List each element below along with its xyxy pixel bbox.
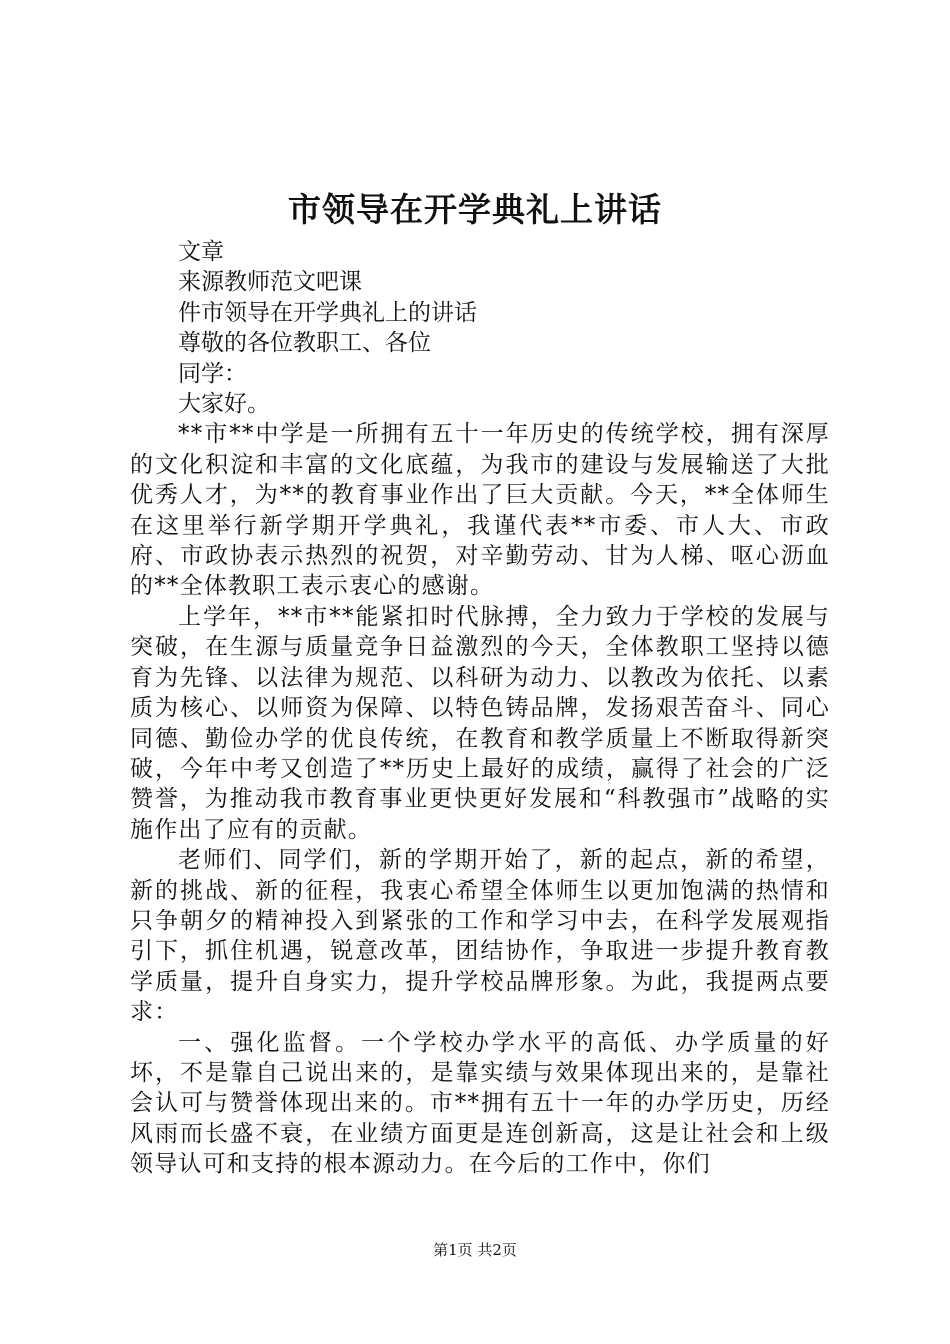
body-paragraph: 老师们、同学们，新的学期开始了，新的起点，新的希望，新的挑战、新的征程，我衷心希望全体师生以更加饱满的热情和只争朝夕的精神投入到紧张的工作和学习中去，在科学发展观指引下，抓住机遇，锐意改革，团结协作，争取进一步提升教育教学质量，提升自身实力，提升学校品牌形象。为此，我提两点要求： [130, 847, 830, 1026]
header-line: 尊敬的各位教职工、各位 [178, 330, 431, 357]
document-title: 市领导在开学典礼上讲话 [288, 190, 662, 229]
document-body [130, 237, 830, 1180]
body-paragraph: **市**中学是一所拥有五十一年历史的传统学校，拥有深厚的文化积淀和丰富的文化底蕴，为我市的建设与发展输送了大批优秀人才，为**的教育事业作出了巨大贡献。今天，**全体师生在这里举行新学期开学典礼，我谨代表**市委、市人大、市政府、市政协表示热烈的祝贺，对辛勤劳动、甘为人梯、呕心沥血的**全体教职工表示衷心的感谢。 [130, 421, 830, 600]
header-line: 同学： [178, 360, 247, 387]
page-number-footer: 第1页 共2页 [433, 1241, 517, 1259]
header-line: 件市领导在开学典礼上的讲话 [178, 299, 477, 326]
body-paragraph: 一、强化监督。一个学校办学水平的高低、办学质量的好坏，不是靠自己说出来的，是靠实绩与效果体现出来的，是靠社会认可与赞誉体现出来的。市**拥有五十一年的办学历史，历经风雨而长盛不衰，在业绩方面更是连创新高，这是让社会和上级领导认可和支持的根本源动力。在今后的工作中，你们 [130, 1029, 830, 1178]
header-line: 来源教师范文吧课 [178, 269, 362, 296]
body-paragraph: 上学年，**市**能紧扣时代脉搏，全力致力于学校的发展与突破，在生源与质量竞争日益激烈的今天，全体教职工坚持以德育为先锋、以法律为规范、以科研为动力、以教改为依托、以素质为核心、以师资为保障、以特色铸品牌，发扬艰苦奋斗、同心同德、勤俭办学的优良传统，在教育和教学质量上不断取得新突破，今年中考又创造了**历史上最好的成绩，赢得了社会的广泛赞誉，为推动我市教育事业更快更好发展和“科教强市”战略的实施作出了应有的贡献。 [130, 603, 830, 843]
greeting-line: 大家好。 [178, 391, 270, 418]
header-line: 文章 [178, 239, 224, 265]
